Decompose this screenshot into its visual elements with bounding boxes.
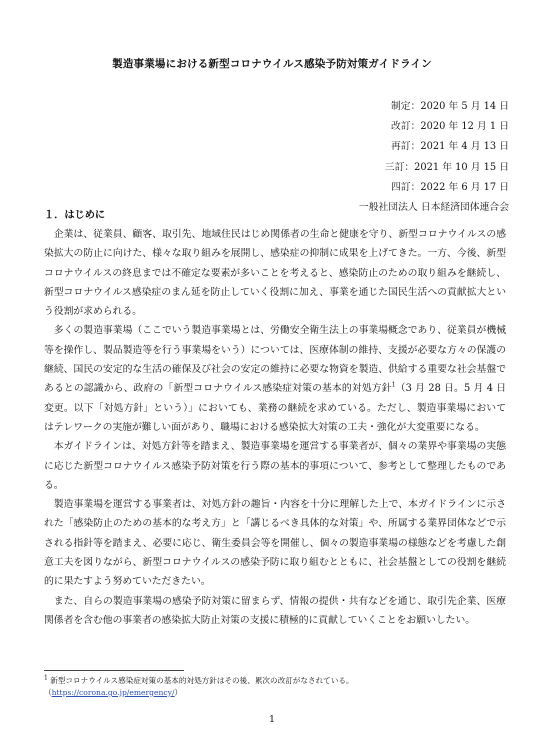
date-third-revision: 三訂：2021 年 10 月 15 日 (384, 161, 509, 173)
body-text (44, 225, 506, 630)
page-number: 1 (268, 714, 276, 725)
footnote-reference: 1 (391, 382, 396, 390)
footnote-mark: 1 (44, 674, 48, 682)
footnote-paren-close: ） (174, 688, 183, 697)
organization-name: 一般社団法人 日本経済団体連合会 (358, 202, 509, 214)
footnote-divider (44, 670, 184, 671)
paragraph-4: 製造事業場を運営する事業者は、対処方針の趣旨・内容を十分に理解した上で、本ガイドラインに示された「感染防止のための基本的な考え方」と「講じるべき具体的な対策」や、所属する業界団体などで示される指針等を踏まえ、必要に応じ、衛生委員会等を開催し、個々の製造事業場の様態などを考慮した創意工夫を図りながら、新型コロナウイルスの感染予防に取り組むとともに、社会基盤としての役割を継続的に果たすよう努めていただきたい。 (44, 499, 506, 588)
footnote-link-line (44, 687, 514, 699)
paragraph-5: また、自らの製造事業場の感染予防対策に留まらず、情報の提供・共有などを通じ、取引先企業、医療関係者を含む他の事業者の感染拡大防止対策の支援に積極的に貢献していくことをお願いしたい。 (44, 595, 506, 626)
paragraph-2 (44, 321, 506, 437)
document-title: 製造事業場における新型コロナウイルス感染予防対策ガイドライン (112, 58, 432, 70)
date-revised: 改訂：2020 年 12 月 1 日 (391, 121, 509, 133)
footnote-text: 新型コロナウイルス感染症対策の基本的対処方針はその後、累次の改訂がなされている。 (47, 676, 354, 685)
paragraph-2-text-a: 多くの製造事業場（ここでいう製造事業場とは、労働安全衛生法上の事業場概念であり、従業員が機械等を操作し、製品製造等を行う事業場をいう）については、医療体制の維持、支援が必要な方々の保護の継続、国民の安定的な生活の確保及び社会の安定の維持に必要な物資を製造、供給する重要な社会基盤であるとの認識から、政府の「新型コロナウイルス感染症対策の基本的対処方針 (44, 325, 506, 395)
footnote (44, 675, 514, 699)
paragraph-1: 企業は、従業員、顧客、取引先、地域住民はじめ関係者の生命と健康を守り、新型コロナウイルスの感染拡大の防止に向けた、様々な取り組みを展開し、感染症の抑制に成果を上げてきた。一方、今後、新型コロナウイルスの終息までは不確定な要素が多いことを考えると、感染防止のための取り組みを継続し、新型コロナウイルス感染症のまん延を防止していく役割に加え、事業を通じた国民生活への貢献拡大という役割が求められる。 (44, 229, 506, 318)
date-fourth-revision: 四訂：2022 年 6 月 17 日 (391, 181, 509, 193)
footnote-paren-open: （ (44, 688, 52, 697)
revision-dates (359, 97, 509, 218)
footnote-link[interactable]: https://corona.go.jp/emergency/ (51, 688, 175, 697)
footnote-line (44, 675, 514, 687)
paragraph-2-text-b: （3 月 28 日。5 月 4 日変更。以下「対処方針」という）」においても、業務の継続を求めている。ただし、製造事業場においてはテレワークの実施が難しい面があり、職場における感染拡大対策の工夫・強化が大変重要になる。 (44, 383, 506, 433)
paragraph-3: 本ガイドラインは、対処方針等を踏まえ、製造事業場を運営する事業者が、個々の業界や事業場の実態に応じた新型コロナウイルス感染予防対策を行う際の基本的事項について、参考として整理したものである。 (44, 441, 506, 491)
section-heading: １．はじめに (44, 209, 106, 221)
date-second-revision: 再訂：2021 年 4 月 13 日 (391, 141, 509, 153)
date-established: 制定：2020 年 5 月 14 日 (391, 101, 509, 112)
